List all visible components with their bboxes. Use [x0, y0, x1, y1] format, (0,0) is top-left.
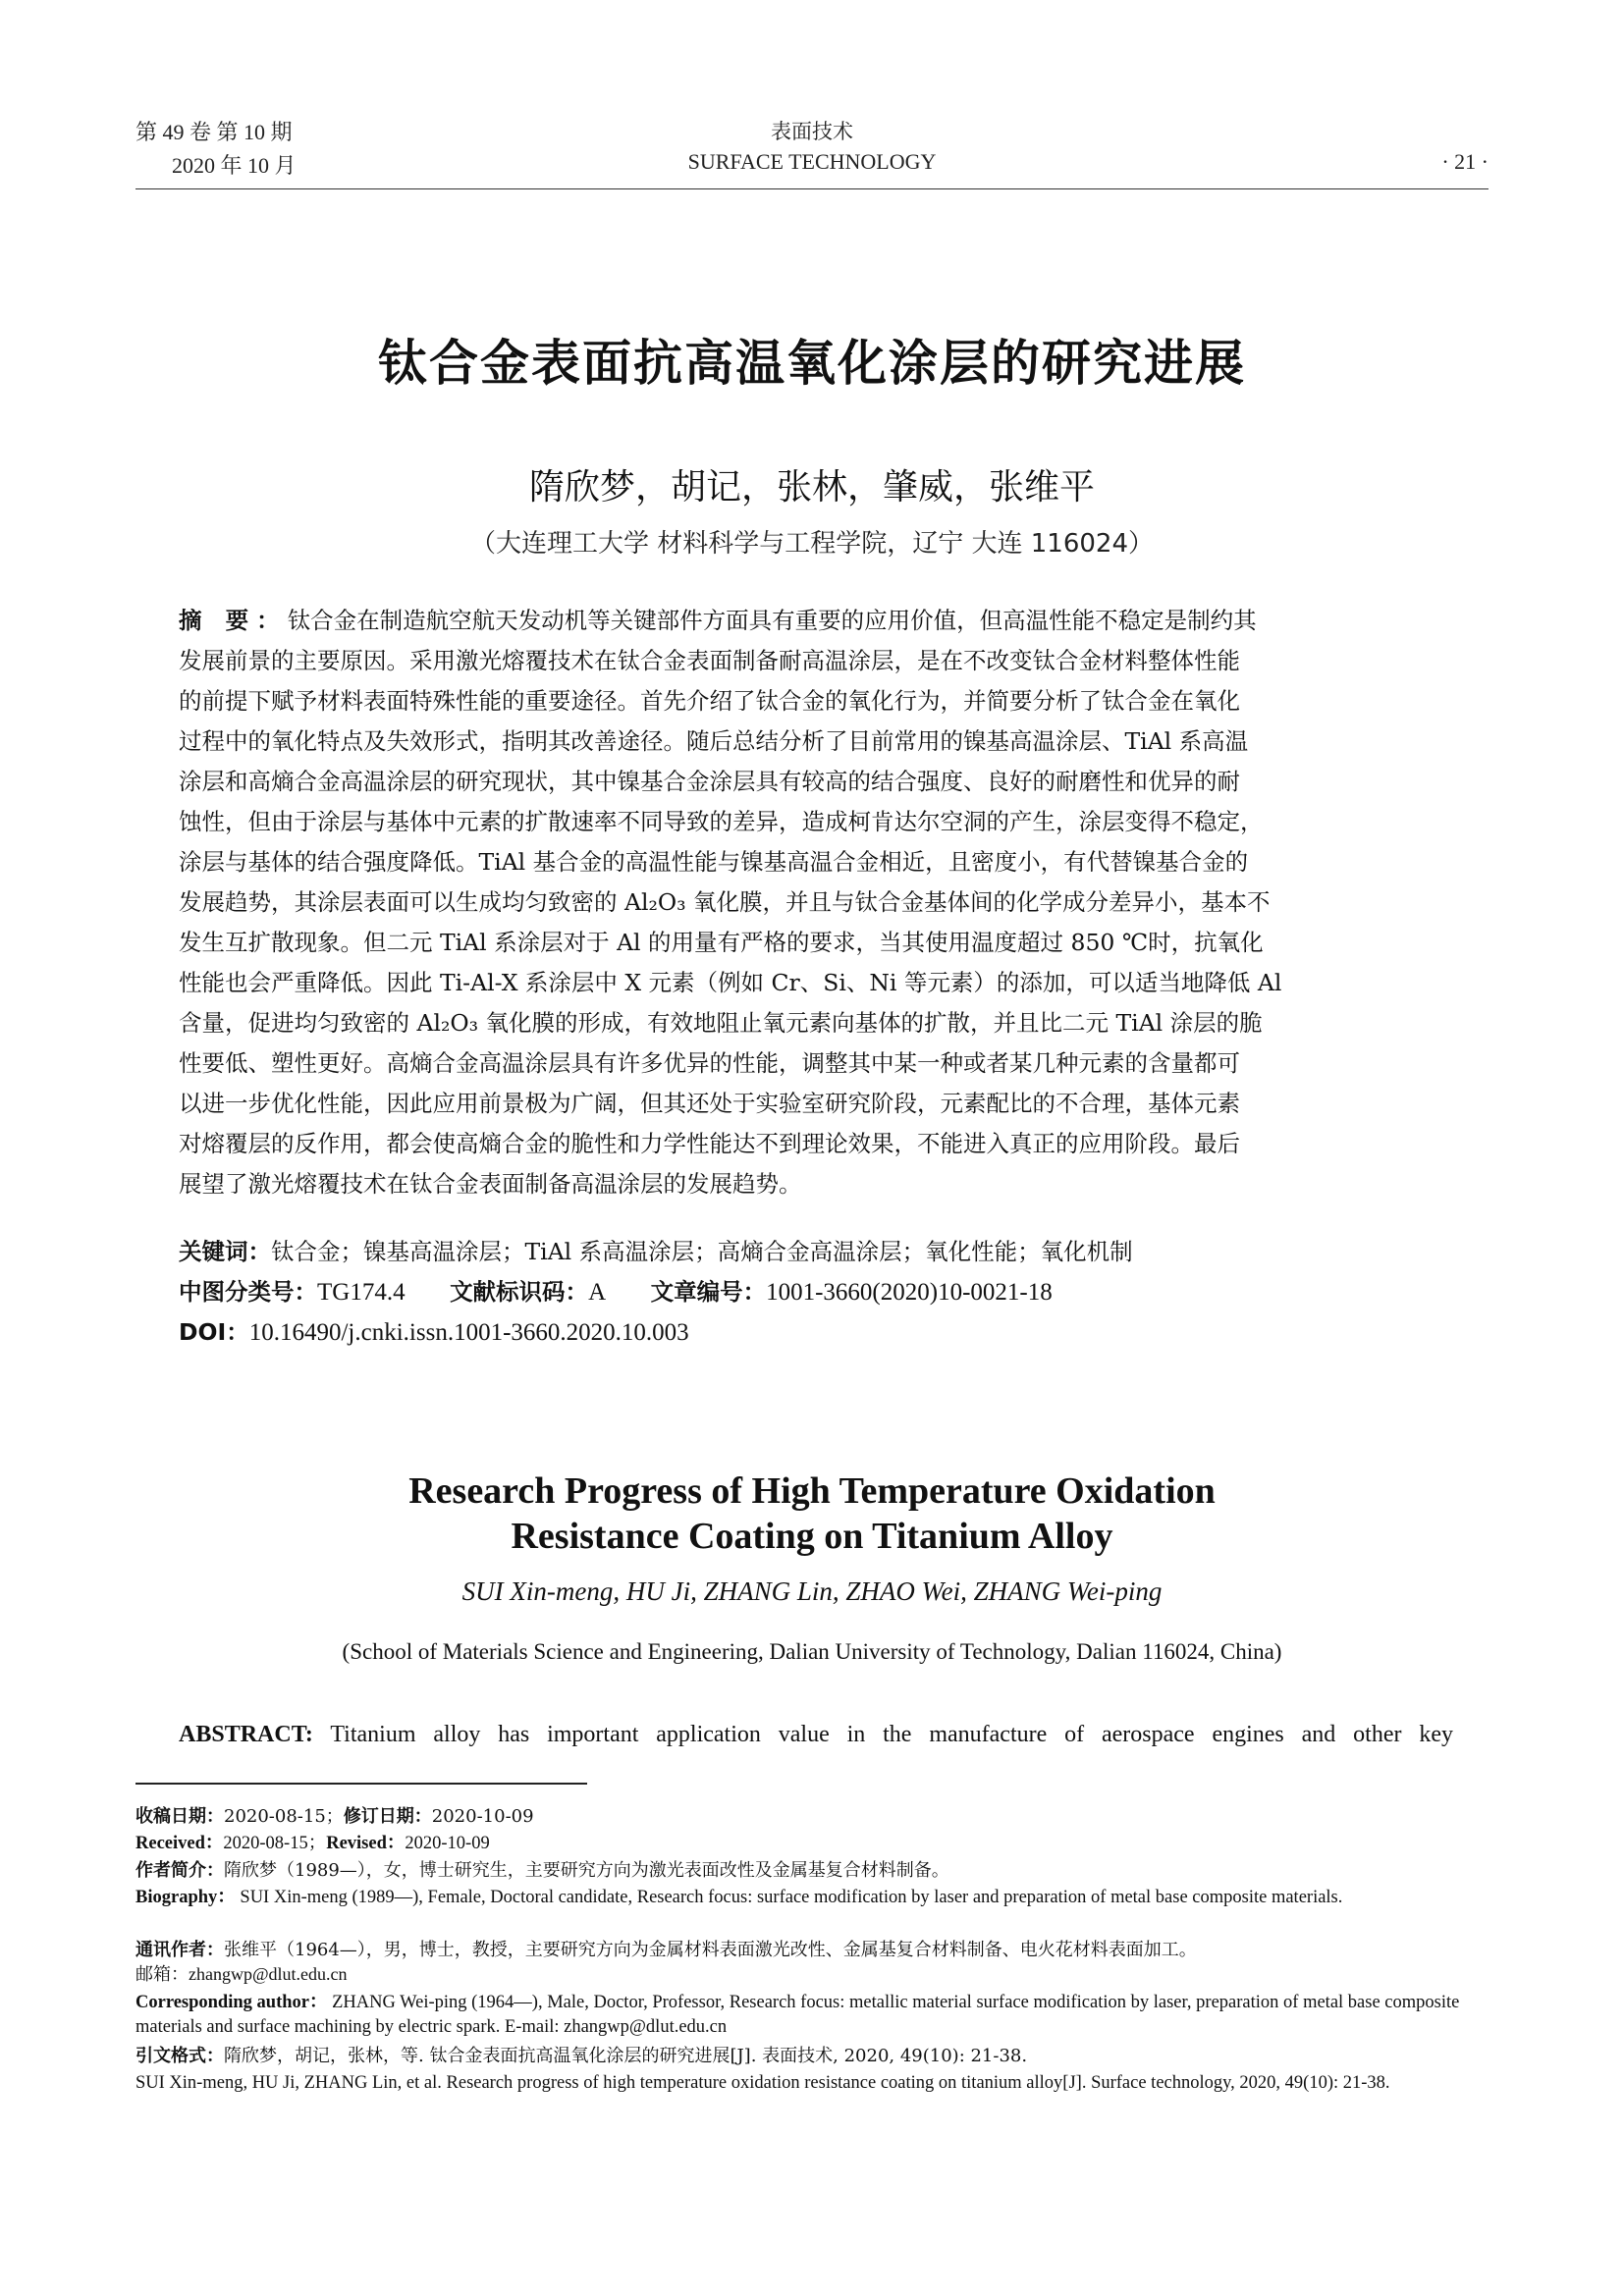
abstract-line: 发展前景的主要原因。采用激光熔覆技术在钛合金表面制备耐高温涂层，是在不改变钛合金材料整体性能 — [179, 647, 1240, 674]
footnote-biography-en: Biography： SUI Xin-meng (1989—), Female, Doctoral candidate, Research focus: surface modification by laser and preparation of metal base composite materials. — [135, 1888, 1343, 1907]
affiliation-en: (School of Materials Science and Engineering, Dalian University of Technology, Dalian 116024, China) — [342, 1639, 1282, 1664]
doi-value[interactable]: 10.16490/j.cnki.issn.1001-3660.2020.10.003 — [248, 1319, 689, 1346]
abstract-en — [179, 1722, 1453, 1748]
classification-line — [179, 1273, 1453, 1307]
abstract-label: 摘 要： — [179, 607, 288, 634]
doi-line — [179, 1313, 1453, 1347]
title-en-line: Resistance Coating on Titanium Alloy — [511, 1516, 1113, 1557]
footnote-citation-cn: 引文格式：隋欣梦，胡记，张林，等. 钛合金表面抗高温氧化涂层的研究进展[J]. 表面技术, 2020, 49(10): 21-38. — [135, 2046, 1028, 2066]
email-link[interactable]: zhangwp@dlut.edu.cn — [189, 1964, 348, 1984]
footnote-corresponding-en: Corresponding author： ZHANG Wei-ping (1964—), Male, Doctor, Professor, Research focus: metallic material surface modification by laser, preparation of metal base composite materials and surface machining by electric spark. E-mail: zhangwp@dlut.edu.cn — [135, 1993, 1460, 2037]
footnote-received-cn: 收稿日期：2020-08-15；修订日期：2020-10-09 — [135, 1806, 534, 1827]
authors-cn: 隋欣梦，胡记，张林，肇威，张维平 — [528, 467, 1095, 507]
footnote-corresponding-cn: 通讯作者：张维平（1964—），男，博士，教授，主要研究方向为金属材料表面激光改性、金属基复合材料制备、电火花材料表面加工。 邮箱：zhangwp@dlut.edu.cn — [135, 1940, 1197, 1985]
issue-date: 2020 年 10 月 — [172, 153, 297, 178]
journal-name-cn: 表面技术 — [771, 120, 853, 143]
clc-value: TG174.4 — [317, 1279, 406, 1306]
footnote-rule — [135, 1783, 587, 1785]
abstract-line: 蚀性，但由于涂层与基体中元素的扩散速率不同导致的差异，造成柯肯达尔空洞的产生，涂层变得不稳定， — [179, 808, 1264, 835]
article-title-en — [0, 1468, 1624, 1559]
header-rule — [135, 188, 1489, 189]
title-en-line: Research Progress of High Temperature Oxidation — [408, 1470, 1216, 1512]
abstract-cn — [179, 601, 1453, 1204]
doc-code-label: 文献标识码： — [450, 1278, 589, 1306]
footnote-citation-en: SUI Xin-meng, HU Ji, ZHANG Lin, et al. Research progress of high temperature oxidation resistance coating on titanium alloy[J]. Surface technology, 2020, 49(10): 21-38. — [135, 2073, 1390, 2093]
abstract-line: 发生互扩散现象。但二元 TiAl 系涂层对于 Al 的用量有严格的要求，当其使用温度超过 850 ℃时，抗氧化 — [179, 929, 1264, 956]
authors-en: SUI Xin-meng, HU Ji, ZHANG Lin, ZHAO Wei, ZHANG Wei-ping — [461, 1576, 1163, 1606]
abstract-line: 以进一步优化性能，因此应用前景极为广阔，但其还处于实验室研究阶段，元素配比的不合理，基体元素 — [179, 1090, 1240, 1117]
volume-issue: 第 49 卷 第 10 期 — [135, 120, 293, 144]
keywords-text: 钛合金；镍基高温涂层；TiAl 系高温涂层；高熵合金高温涂层；氧化性能；氧化机制 — [271, 1238, 1133, 1265]
abstract-line: 对熔覆层的反作用，都会使高熵合金的脆性和力学性能达不到理论效果，不能进入真正的应用阶段。最后 — [179, 1130, 1240, 1157]
abstract-line: 涂层和高熵合金高温涂层的研究现状，其中镍基合金涂层具有较高的结合强度、良好的耐磨性和优异的耐 — [179, 768, 1240, 795]
footnote-biography-cn: 作者简介：隋欣梦（1989—），女，博士研究生，主要研究方向为激光表面改性及金属基复合材料制备。 — [135, 1860, 949, 1881]
abstract-line: 展望了激光熔覆技术在钛合金表面制备高温涂层的发展趋势。 — [179, 1170, 802, 1198]
page-number: · 21 · — [1441, 149, 1489, 174]
keywords-label: 关键词： — [179, 1238, 271, 1265]
article-title-cn: 钛合金表面抗高温氧化涂层的研究进展 — [378, 335, 1246, 392]
doi-label: DOI： — [179, 1318, 249, 1346]
footnote-received-en: Received：2020-08-15；Revised：2020-10-09 — [135, 1834, 490, 1853]
abstract-line: 性能也会严重降低。因此 Ti-Al-X 系涂层中 X 元素（例如 Cr、Si、Ni 等元素）的添加，可以适当地降低 Al — [179, 969, 1282, 996]
abstract-line: 过程中的氧化特点及失效形式，指明其改善途径。随后总结分析了目前常用的镍基高温涂层、TiAl 系高温 — [179, 727, 1249, 755]
article-number-label: 文章编号： — [650, 1278, 767, 1306]
journal-name-en: SURFACE TECHNOLOGY — [687, 149, 937, 174]
abstract-line: 发展趋势，其涂层表面可以生成均匀致密的 Al₂O₃ 氧化膜，并且与钛合金基体间的化学成分差异小，基本不 — [179, 888, 1271, 916]
article-number-value: 1001-3660(2020)10-0021-18 — [766, 1279, 1053, 1306]
doc-code-value: A — [588, 1279, 607, 1306]
keywords-cn — [179, 1233, 1453, 1266]
abstract-en-text: Titanium alloy has important application value in the manufacture of aerospace engines and other key — [330, 1722, 1453, 1747]
abstract-en-label: ABSTRACT: — [179, 1722, 313, 1747]
abstract-line: 摘 要：钛合金在制造航空航天发动机等关键部件方面具有重要的应用价值，但高温性能不稳定是制约其 — [179, 607, 1257, 634]
affiliation-cn: （大连理工大学 材料科学与工程学院，辽宁 大连 116024） — [469, 529, 1155, 559]
abstract-line: 涂层与基体的结合强度降低。TiAl 基合金的高温性能与镍基高温合金相近，且密度小，有代替镍基合金的 — [179, 848, 1249, 876]
abstract-line: 性要低、塑性更好。高熵合金高温涂层具有许多优异的性能，调整其中某一种或者某几种元素的含量都可 — [179, 1049, 1240, 1077]
clc-label: 中图分类号： — [179, 1278, 317, 1306]
abstract-line: 的前提下赋予材料表面特殊性能的重要途径。首先介绍了钛合金的氧化行为，并简要分析了钛合金在氧化 — [179, 687, 1240, 715]
abstract-line: 含量，促进均匀致密的 Al₂O₃ 氧化膜的形成，有效地阻止氧元素向基体的扩散，并且比二元 TiAl 涂层的脆 — [179, 1009, 1263, 1037]
